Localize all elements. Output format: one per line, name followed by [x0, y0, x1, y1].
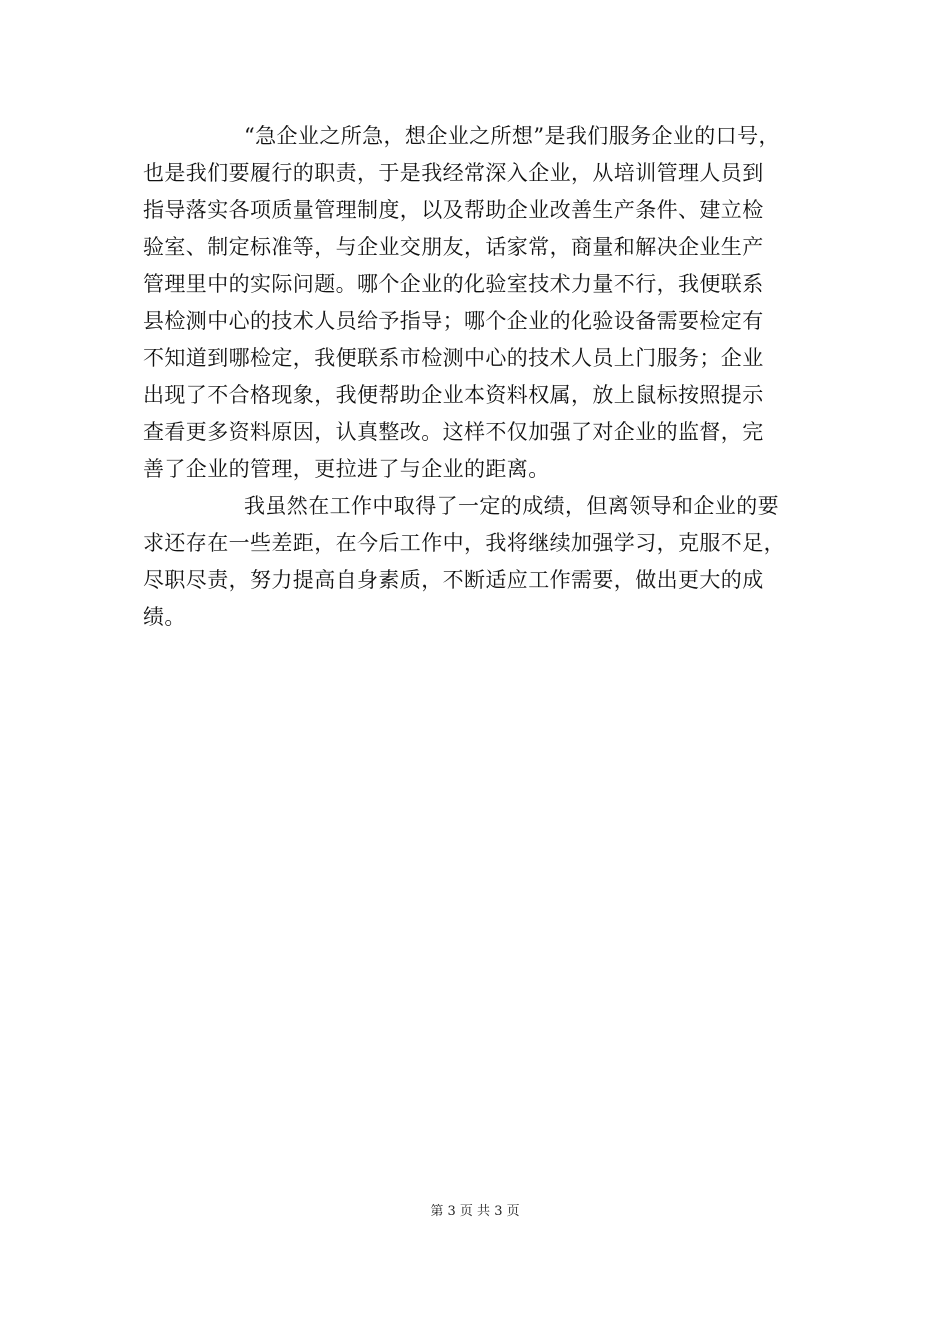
- text-line: 不知道到哪检定，我便联系市检测中心的技术人员上门服务；企业: [143, 346, 764, 370]
- text-line: 尽职尽责，努力提高自身素质，不断适应工作需要，做出更大的成: [143, 568, 764, 592]
- text-line: 善了企业的管理，更拉进了与企业的距离。: [143, 457, 550, 481]
- paragraph-2: [143, 488, 813, 636]
- text-line: 出现了不合格现象，我便帮助企业本资料权属，放上鼠标按照提示: [143, 383, 764, 407]
- text-line: 指导落实各项质量管理制度，以及帮助企业改善生产条件、建立检: [143, 198, 764, 222]
- text-line: 绩。: [143, 605, 186, 629]
- paragraph-1: [143, 118, 813, 488]
- text-line: 验室、制定标准等，与企业交朋友，话家常，商量和解决企业生产: [143, 235, 764, 259]
- text-line: 求还存在一些差距，在今后工作中，我将继续加强学习，克服不足，: [143, 531, 785, 555]
- text-line: “急企业之所急，想企业之所想”是我们服务企业的口号，: [244, 124, 780, 148]
- document-body: [143, 118, 813, 636]
- text-line: 我虽然在工作中取得了一定的成绩，但离领导和企业的要: [244, 494, 779, 518]
- text-line: 查看更多资料原因，认真整改。这样不仅加强了对企业的监督，完: [143, 420, 764, 444]
- text-line: 县检测中心的技术人员给予指导；哪个企业的化验设备需要检定有: [143, 309, 764, 333]
- text-line: 也是我们要履行的职责，于是我经常深入企业，从培训管理人员到: [143, 161, 764, 185]
- page-number-footer: 第 3 页 共 3 页: [430, 1204, 520, 1219]
- text-line: 管理里中的实际问题。哪个企业的化验室技术力量不行，我便联系: [143, 272, 764, 296]
